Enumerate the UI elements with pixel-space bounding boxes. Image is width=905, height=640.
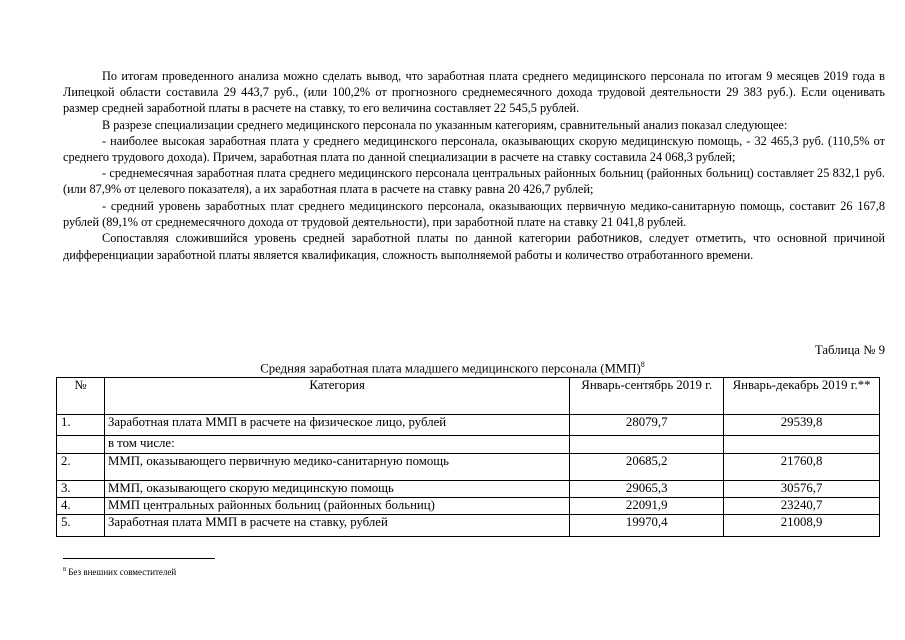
table-header-row (57, 378, 880, 415)
table-title-text: Средняя заработная плата младшего медицинского персонала (ММП) (260, 361, 641, 376)
bullet-ambulance: - наиболее высокая заработная плата у среднего медицинского персонала, оказывающих скорую медицинскую помощь, - 32 465,3 руб. (110,5% от среднего трудового дохода). Причем, заработная плата по данной специализации в расчете на ставку составила 24 068,3 рублей; (63, 133, 885, 165)
row-value-jan-sep: 28079,7 (570, 415, 724, 436)
header-category: Категория (104, 378, 569, 415)
row-value-jan-sep: 22091,9 (570, 498, 724, 515)
bullet-district-hospitals: - среднемесячная заработная плата среднего медицинского персонала центральных районных больниц (районных больниц) составляет 25 832,1 руб. (или 87,9% от целевого показателя), а их заработная плата в расчете на ставку равна 20 426,7 рублей; (63, 166, 885, 197)
table-row (57, 498, 880, 515)
row-value-jan-dec: 30576,7 (724, 481, 880, 498)
row-number: 3. (57, 481, 105, 498)
footnote-divider (63, 558, 215, 559)
conclusion-part-3: , следует отметить, что основной причиной дифференциации заработной платы является квалификация, сложность выполняемой работы и количество отработанного времени. (63, 231, 885, 263)
row-value-jan-sep: 29065,3 (570, 481, 724, 498)
row-value-jan-sep: 20685,2 (570, 454, 724, 481)
row-value-jan-sep (570, 436, 724, 454)
row-number: 5. (57, 515, 105, 537)
header-number: № (57, 378, 105, 415)
row-category: ММП, оказывающего скорую медицинскую помощь (104, 481, 569, 498)
row-value-jan-dec: 21008,9 (724, 515, 880, 537)
conclusion-part-1: Сопоставляя сложившийся уровень средней заработной платы по данной категории (102, 231, 578, 246)
footnote-text: Без внешних совместителей (66, 567, 177, 577)
bullet-primary-care: - средний уровень заработных плат среднего медицинского персонала, оказывающих первичную медико-санитарную помощь, составит 26 167,8 рублей (89,1% от среднемесячного дохода от трудовой деятельности), при заработной плате на ставку 21 041,8 рублей. (63, 198, 885, 229)
paragraph-summary: По итогам проведенного анализа можно сделать вывод, что заработная плата среднего медицинского персонала по итогам 9 месяцев 2019 года в Липецкой области составила 29 443,7 руб., (или 100,2% от прогнозного среднемесячного дохода трудовой деятельности 29 383 руб.). Если оценивать размер средней заработной платы в расчете на ставку, то его величина составляет 22 545,5 рублей. (63, 69, 885, 116)
paragraph-conclusion (63, 230, 885, 263)
row-number: 1. (57, 415, 105, 436)
table-number: Таблица № 9 (814, 343, 885, 357)
row-value-jan-dec (724, 436, 880, 454)
row-value-jan-dec: 21760,8 (724, 454, 880, 481)
footnote-ref: 8 (640, 360, 645, 369)
table-row (57, 481, 880, 498)
footnote (63, 567, 176, 577)
conclusion-part-2: работников (577, 232, 640, 246)
body-text (63, 68, 885, 263)
table-row (57, 515, 880, 537)
row-value-jan-dec: 23240,7 (724, 498, 880, 515)
table-row (57, 436, 880, 454)
row-number (57, 436, 105, 454)
row-category: Заработная плата ММП в расчете на ставку, рублей (104, 515, 569, 537)
salary-table (56, 377, 880, 537)
row-number: 4. (57, 498, 105, 515)
row-number: 2. (57, 454, 105, 481)
header-jan-dec: Январь-декабрь 2019 г.** (724, 378, 880, 415)
row-category: Заработная плата ММП в расчете на физическое лицо, рублей (104, 415, 569, 436)
table-row (57, 415, 880, 436)
row-value-jan-dec: 29539,8 (724, 415, 880, 436)
row-category: ММП центральных районных больниц (районных больниц) (104, 498, 569, 515)
row-category: в том числе: (104, 436, 569, 454)
table-row (57, 454, 880, 481)
table-title (0, 360, 905, 376)
row-category: ММП, оказывающего первичную медико-санитарную помощь (104, 454, 569, 481)
footnote-mark: 8 (63, 567, 66, 573)
header-jan-sep: Январь-сентябрь 2019 г. (570, 378, 724, 415)
row-value-jan-sep: 19970,4 (570, 515, 724, 537)
paragraph-intro: В разрезе специализации среднего медицинского персонала по указанным категориям, сравнительный анализ показал следующее: (102, 117, 788, 132)
